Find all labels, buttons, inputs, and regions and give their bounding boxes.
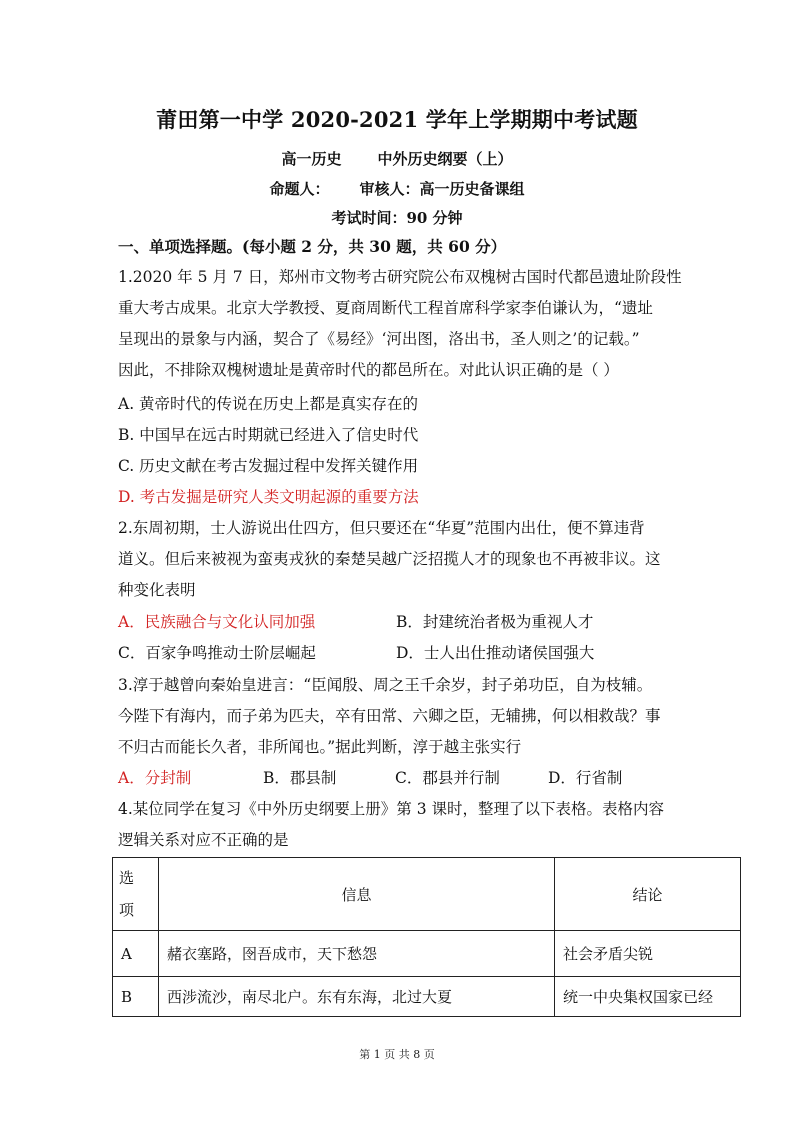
- question-1-option-b: B. 中国早在远古时期就已经进入了信史时代: [118, 426, 419, 444]
- setter-line: [0, 178, 794, 199]
- subject-label: 高一历史: [281, 150, 342, 168]
- question-3-option-c: C．郡县并行制: [395, 769, 500, 787]
- table-cell-option: A: [113, 931, 159, 977]
- page-footer: 第 1 页 共 8 页: [359, 1048, 435, 1061]
- exam-time: 考试时间：90 分钟: [331, 209, 463, 227]
- question-3-line: 不归古而能长久者，非所闻也。”据此判断，淳于越主张实行: [118, 738, 522, 756]
- question-2-option-d: D．士人出仕推动诸侯国强大: [396, 644, 595, 662]
- question-1-option-c: C. 历史文献在考古发掘过程中发挥关键作用: [118, 457, 419, 475]
- question-1-option-d: D. 考古发掘是研究人类文明起源的重要方法: [118, 488, 419, 506]
- question-4-line: 4.某位同学在复习《中外历史纲要上册》第 3 课时，整理了以下表格。表格内容: [118, 800, 665, 818]
- question-2-option-b: B．封建统治者极为重视人才: [396, 613, 594, 631]
- question-3-option-b: B．郡县制: [263, 769, 337, 787]
- table-cell-info: 西涉流沙，南尽北户。东有东海，北过大夏: [158, 977, 554, 1017]
- table-cell-option: B: [113, 977, 159, 1017]
- table-row: [113, 977, 741, 1017]
- table-cell-info: 赭衣塞路，囹吾成市，天下愁怨: [158, 931, 554, 977]
- table-header-info: 信息: [158, 858, 554, 931]
- question-2-line: 2.东周初期，士人游说出仕四方，但只要还在“华夏”范围内出仕，便不算违背: [118, 519, 645, 537]
- subject-line: [0, 148, 794, 169]
- table-row: [113, 931, 741, 977]
- table-cell-conclusion: 社会矛盾尖锐: [555, 931, 741, 977]
- book-label: 中外历史纲要（上）: [377, 150, 513, 168]
- question-1-line: 因此，不排除双槐树遗址是黄帝时代的都邑所在。对此认识正确的是（ ）: [118, 361, 619, 379]
- question-1-line: 1.2020 年 5 月 7 日，郑州市文物考古研究院公布双槐树古国时代都邑遗址阶段性: [118, 268, 682, 286]
- table-header-conclusion: 结论: [555, 858, 741, 931]
- table-cell-conclusion: 统一中央集权国家已经: [555, 977, 741, 1017]
- question-2-line: 种变化表明: [118, 581, 196, 599]
- section-heading: 一、单项选择题。(每小题 2 分，共 30 题，共 60 分）: [118, 237, 507, 256]
- question-4-table: [112, 857, 741, 1017]
- question-1-option-a: A. 黄帝时代的传说在历史上都是真实存在的: [118, 395, 419, 413]
- question-3-line: 今陛下有海内，而子弟为匹夫，卒有田常、六卿之臣，无辅拂，何以相救哉？事: [118, 707, 661, 725]
- question-1-line: 重大考古成果。北京大学教授、夏商周断代工程首席科学家李伯谦认为，“遗址: [118, 299, 653, 317]
- question-3-option-d: D．行省制: [548, 769, 623, 787]
- exam-title: 莆田第一中学 2020-2021 学年上学期期中考试题: [156, 107, 638, 132]
- table-header-row: [113, 858, 741, 931]
- reviewer-label: 审核人：高一历史备课组: [359, 180, 525, 198]
- setter-label: 命题人：: [269, 180, 330, 198]
- question-4-line: 逻辑关系对应不正确的是: [118, 831, 289, 849]
- question-3-option-a: A．分封制: [118, 769, 192, 787]
- question-2-option-a: A．民族融合与文化认同加强: [118, 613, 316, 631]
- question-2-option-c: C．百家争鸣推动士阶层崛起: [118, 644, 316, 662]
- question-1-line: 呈现出的景象与内涵，契合了《易经》‘河出图，洛出书，圣人则之’的记载。”: [118, 330, 640, 348]
- question-3-line: 3.淳于越曾向秦始皇进言：“臣闻殷、周之王千余岁，封子弟功臣，自为枝辅。: [118, 676, 653, 694]
- table-header-option: 选 项: [113, 858, 159, 931]
- question-2-line: 道义。但后来被视为蛮夷戎狄的秦楚吴越广泛招揽人才的现象也不再被非议。这: [118, 550, 661, 568]
